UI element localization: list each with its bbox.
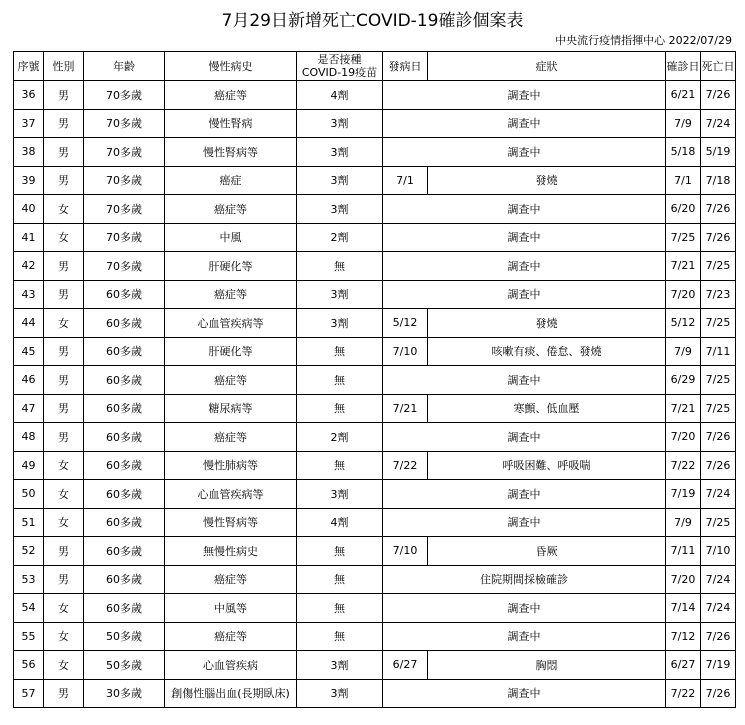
- cell-sex: 女: [44, 195, 84, 224]
- table-row: [14, 366, 736, 395]
- cell-history: 中風等: [165, 594, 297, 623]
- cell-seq: 51: [14, 508, 44, 537]
- cell-vaccine: 3劑: [297, 195, 383, 224]
- header-row: [14, 52, 736, 81]
- cell-symptoms: 調查中: [383, 195, 666, 224]
- cell-seq: 50: [14, 480, 44, 509]
- cell-seq: 48: [14, 423, 44, 452]
- cell-history: 癌症: [165, 166, 297, 195]
- header-confirmed: 確診日: [666, 52, 701, 81]
- cell-seq: 55: [14, 622, 44, 651]
- cell-sex: 女: [44, 508, 84, 537]
- cell-death: 7/24: [701, 565, 736, 594]
- cell-symptoms: 調查中: [383, 423, 666, 452]
- cell-vaccine: 無: [297, 594, 383, 623]
- cell-symptoms: 調查中: [383, 366, 666, 395]
- cell-history: 慢性腎病: [165, 109, 297, 138]
- cell-confirmed: 7/19: [666, 480, 701, 509]
- cell-vaccine: 3劑: [297, 138, 383, 167]
- case-table: [13, 51, 736, 708]
- cell-symptoms: 發燒: [428, 166, 666, 195]
- cell-symptoms: 調查中: [383, 223, 666, 252]
- cell-seq: 49: [14, 451, 44, 480]
- cell-seq: 53: [14, 565, 44, 594]
- table-row: [14, 679, 736, 708]
- cell-age: 50多歲: [84, 622, 165, 651]
- cell-death: 7/26: [701, 423, 736, 452]
- cell-symptoms: 調查中: [383, 81, 666, 110]
- table-row: [14, 252, 736, 281]
- cell-sex: 女: [44, 594, 84, 623]
- cell-age: 60多歲: [84, 309, 165, 338]
- cell-vaccine: 3劑: [297, 109, 383, 138]
- cell-vaccine: 3劑: [297, 679, 383, 708]
- cell-death: 7/26: [701, 223, 736, 252]
- cell-vaccine: 4劑: [297, 508, 383, 537]
- cell-age: 70多歲: [84, 252, 165, 281]
- cell-sex: 男: [44, 537, 84, 566]
- cell-history: 慢性肺病等: [165, 451, 297, 480]
- cell-age: 70多歲: [84, 223, 165, 252]
- header-death: 死亡日: [701, 52, 736, 81]
- cell-history: 慢性腎病等: [165, 508, 297, 537]
- cell-sex: 男: [44, 138, 84, 167]
- cell-history: 癌症等: [165, 81, 297, 110]
- cell-sex: 男: [44, 423, 84, 452]
- cell-age: 70多歲: [84, 166, 165, 195]
- table-row: [14, 594, 736, 623]
- cell-seq: 47: [14, 394, 44, 423]
- cell-sex: 男: [44, 166, 84, 195]
- cell-confirmed: 5/18: [666, 138, 701, 167]
- cell-history: 肝硬化等: [165, 252, 297, 281]
- cell-sex: 男: [44, 679, 84, 708]
- cell-seq: 39: [14, 166, 44, 195]
- cell-sex: 男: [44, 366, 84, 395]
- cell-vaccine: 無: [297, 451, 383, 480]
- cell-sex: 女: [44, 451, 84, 480]
- cell-history: 癌症等: [165, 565, 297, 594]
- cell-death: 7/24: [701, 480, 736, 509]
- table-body: [14, 81, 736, 708]
- cell-history: 癌症等: [165, 280, 297, 309]
- cell-symptoms: 發燒: [428, 309, 666, 338]
- cell-death: 7/18: [701, 166, 736, 195]
- cell-seq: 52: [14, 537, 44, 566]
- cell-age: 70多歲: [84, 195, 165, 224]
- cell-onset: 5/12: [383, 309, 428, 338]
- cell-onset: 7/21: [383, 394, 428, 423]
- table-row: [14, 109, 736, 138]
- cell-confirmed: 7/22: [666, 451, 701, 480]
- cell-age: 50多歲: [84, 651, 165, 680]
- cell-age: 70多歲: [84, 81, 165, 110]
- cell-age: 60多歲: [84, 508, 165, 537]
- cell-seq: 43: [14, 280, 44, 309]
- cell-symptoms: 呼吸困難、呼吸喘: [428, 451, 666, 480]
- cell-history: 癌症等: [165, 195, 297, 224]
- table-row: [14, 537, 736, 566]
- cell-symptoms: 胸悶: [428, 651, 666, 680]
- cell-sex: 女: [44, 480, 84, 509]
- cell-history: 慢性腎病等: [165, 138, 297, 167]
- cell-confirmed: 7/21: [666, 394, 701, 423]
- cell-vaccine: 無: [297, 622, 383, 651]
- cell-vaccine: 3劑: [297, 651, 383, 680]
- cell-age: 60多歲: [84, 394, 165, 423]
- cell-history: 心血管疾病: [165, 651, 297, 680]
- table-row: [14, 451, 736, 480]
- cell-vaccine: 3劑: [297, 309, 383, 338]
- cell-seq: 38: [14, 138, 44, 167]
- cell-sex: 男: [44, 81, 84, 110]
- cell-seq: 36: [14, 81, 44, 110]
- cell-death: 7/25: [701, 252, 736, 281]
- header-sex: 性別: [44, 52, 84, 81]
- table-row: [14, 508, 736, 537]
- cell-symptoms: 調查中: [383, 109, 666, 138]
- cell-vaccine: 2劑: [297, 423, 383, 452]
- cell-death: 7/24: [701, 109, 736, 138]
- cell-seq: 42: [14, 252, 44, 281]
- table-row: [14, 138, 736, 167]
- cell-confirmed: 6/27: [666, 651, 701, 680]
- cell-death: 7/25: [701, 394, 736, 423]
- cell-seq: 45: [14, 337, 44, 366]
- cell-onset: 7/1: [383, 166, 428, 195]
- cell-confirmed: 5/12: [666, 309, 701, 338]
- cell-death: 7/26: [701, 195, 736, 224]
- cell-history: 肝硬化等: [165, 337, 297, 366]
- cell-death: 7/26: [701, 622, 736, 651]
- cell-age: 70多歲: [84, 109, 165, 138]
- cell-death: 7/24: [701, 594, 736, 623]
- cell-confirmed: 7/9: [666, 508, 701, 537]
- table-row: [14, 223, 736, 252]
- cell-confirmed: 7/9: [666, 109, 701, 138]
- cell-vaccine: 無: [297, 394, 383, 423]
- cell-history: 中風: [165, 223, 297, 252]
- table-row: [14, 423, 736, 452]
- cell-history: 癌症等: [165, 423, 297, 452]
- cell-age: 60多歲: [84, 451, 165, 480]
- cell-age: 60多歲: [84, 280, 165, 309]
- cell-symptoms: 昏厥: [428, 537, 666, 566]
- cell-symptoms: 調查中: [383, 252, 666, 281]
- cell-death: 7/26: [701, 81, 736, 110]
- source-date: 中央流行疫情指揮中心 2022/07/29: [555, 34, 732, 47]
- cell-sex: 男: [44, 337, 84, 366]
- cell-death: 7/25: [701, 508, 736, 537]
- cell-confirmed: 6/29: [666, 366, 701, 395]
- cell-age: 30多歲: [84, 679, 165, 708]
- cell-history: 癌症等: [165, 366, 297, 395]
- cell-vaccine: 無: [297, 565, 383, 594]
- cell-sex: 女: [44, 309, 84, 338]
- cell-confirmed: 7/25: [666, 223, 701, 252]
- cell-sex: 男: [44, 394, 84, 423]
- cell-confirmed: 7/11: [666, 537, 701, 566]
- cell-symptoms: 調查中: [383, 622, 666, 651]
- cell-sex: 男: [44, 109, 84, 138]
- cell-onset: 7/10: [383, 537, 428, 566]
- cell-seq: 57: [14, 679, 44, 708]
- header-symptoms: 症狀: [428, 52, 666, 81]
- table-row: [14, 651, 736, 680]
- cell-confirmed: 6/20: [666, 195, 701, 224]
- cell-symptoms: 調查中: [383, 679, 666, 708]
- cell-death: 7/11: [701, 337, 736, 366]
- cell-seq: 40: [14, 195, 44, 224]
- cell-death: 7/10: [701, 537, 736, 566]
- cell-symptoms: 咳嗽有痰、倦怠、發燒: [428, 337, 666, 366]
- cell-death: 7/26: [701, 679, 736, 708]
- cell-vaccine: 3劑: [297, 280, 383, 309]
- cell-history: 無慢性病史: [165, 537, 297, 566]
- table-row: [14, 622, 736, 651]
- header-history: 慢性病史: [165, 52, 297, 81]
- cell-seq: 56: [14, 651, 44, 680]
- header-age: 年齡: [84, 52, 165, 81]
- cell-seq: 41: [14, 223, 44, 252]
- cell-age: 60多歲: [84, 366, 165, 395]
- cell-symptoms: 住院期間採檢確診: [383, 565, 666, 594]
- cell-confirmed: 7/20: [666, 280, 701, 309]
- cell-seq: 54: [14, 594, 44, 623]
- cell-death: 7/25: [701, 366, 736, 395]
- cell-history: 心血管疾病等: [165, 480, 297, 509]
- cell-death: 7/23: [701, 280, 736, 309]
- cell-confirmed: 7/20: [666, 423, 701, 452]
- cell-age: 60多歲: [84, 565, 165, 594]
- cell-history: 糖尿病等: [165, 394, 297, 423]
- table-row: [14, 309, 736, 338]
- cell-vaccine: 4劑: [297, 81, 383, 110]
- cell-age: 60多歲: [84, 537, 165, 566]
- cell-sex: 男: [44, 280, 84, 309]
- cell-seq: 46: [14, 366, 44, 395]
- cell-sex: 女: [44, 651, 84, 680]
- cell-symptoms: 調查中: [383, 508, 666, 537]
- cell-vaccine: 3劑: [297, 480, 383, 509]
- cell-onset: 6/27: [383, 651, 428, 680]
- cell-age: 70多歲: [84, 138, 165, 167]
- cell-symptoms: 寒顫、低血壓: [428, 394, 666, 423]
- document-title: 7月29日新增死亡COVID-19確診個案表: [221, 11, 524, 31]
- cell-vaccine: 2劑: [297, 223, 383, 252]
- cell-vaccine: 無: [297, 366, 383, 395]
- table-row: [14, 565, 736, 594]
- cell-vaccine: 無: [297, 252, 383, 281]
- cell-confirmed: 7/9: [666, 337, 701, 366]
- cell-sex: 女: [44, 622, 84, 651]
- cell-seq: 44: [14, 309, 44, 338]
- cell-age: 60多歲: [84, 423, 165, 452]
- cell-seq: 37: [14, 109, 44, 138]
- cell-history: 創傷性腦出血(長期臥床): [165, 679, 297, 708]
- table-row: [14, 337, 736, 366]
- table-row: [14, 195, 736, 224]
- cell-symptoms: 調查中: [383, 594, 666, 623]
- cell-confirmed: 7/12: [666, 622, 701, 651]
- header-seq: 序號: [14, 52, 44, 81]
- cell-symptoms: 調查中: [383, 138, 666, 167]
- header-vaccine: [297, 52, 383, 81]
- cell-vaccine: 無: [297, 337, 383, 366]
- cell-death: 7/26: [701, 451, 736, 480]
- cell-confirmed: 7/21: [666, 252, 701, 281]
- cell-vaccine: 3劑: [297, 166, 383, 195]
- table-row: [14, 166, 736, 195]
- cell-death: 7/25: [701, 309, 736, 338]
- table-row: [14, 280, 736, 309]
- cell-onset: 7/22: [383, 451, 428, 480]
- cell-age: 60多歲: [84, 594, 165, 623]
- cell-vaccine: 無: [297, 537, 383, 566]
- cell-confirmed: 7/22: [666, 679, 701, 708]
- cell-symptoms: 調查中: [383, 280, 666, 309]
- cell-age: 60多歲: [84, 337, 165, 366]
- cell-symptoms: 調查中: [383, 480, 666, 509]
- cell-history: 癌症等: [165, 622, 297, 651]
- table-row: [14, 480, 736, 509]
- cell-sex: 女: [44, 223, 84, 252]
- cell-death: 7/19: [701, 651, 736, 680]
- cell-confirmed: 6/21: [666, 81, 701, 110]
- header-vaccine-line1: 是否接種: [317, 53, 362, 66]
- table-row: [14, 394, 736, 423]
- cell-history: 心血管疾病等: [165, 309, 297, 338]
- cell-confirmed: 7/1: [666, 166, 701, 195]
- table-row: [14, 81, 736, 110]
- header-vaccine-line2: COVID-19疫苗: [301, 66, 378, 79]
- cell-confirmed: 7/20: [666, 565, 701, 594]
- cell-onset: 7/10: [383, 337, 428, 366]
- header-onset: 發病日: [383, 52, 428, 81]
- cell-sex: 男: [44, 565, 84, 594]
- cell-age: 60多歲: [84, 480, 165, 509]
- cell-death: 5/19: [701, 138, 736, 167]
- cell-confirmed: 7/14: [666, 594, 701, 623]
- cell-sex: 男: [44, 252, 84, 281]
